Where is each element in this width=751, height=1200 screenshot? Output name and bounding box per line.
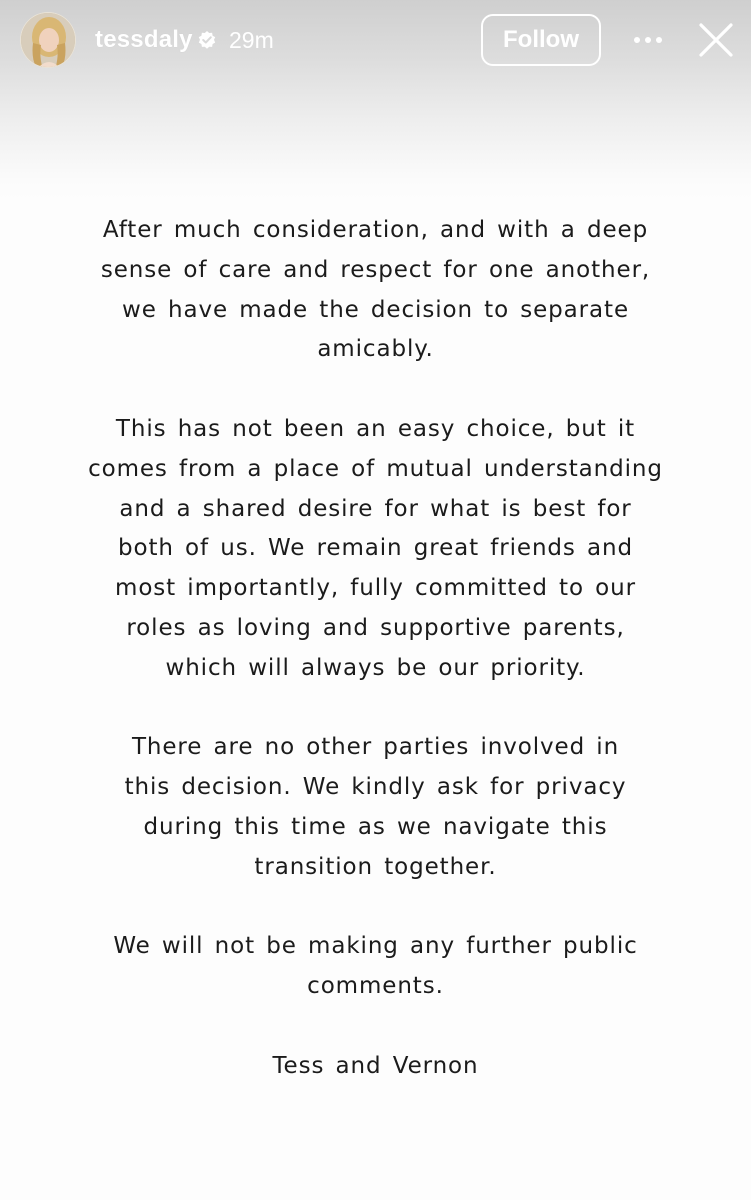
paragraph-gap xyxy=(60,888,691,928)
paragraph-gap xyxy=(60,689,691,729)
text-line: comments. xyxy=(307,973,444,1000)
text-line: amicably. xyxy=(317,336,434,363)
close-icon[interactable] xyxy=(696,20,736,60)
text-line: most importantly, fully committed to our xyxy=(115,575,636,602)
statement-text xyxy=(60,211,691,1087)
text-line: sense of care and respect for one another, xyxy=(100,256,651,283)
avatar[interactable] xyxy=(20,12,76,68)
statement-paragraph xyxy=(60,410,691,689)
paragraph-gap xyxy=(60,1007,691,1047)
text-line: and a shared desire for what is best for xyxy=(119,495,632,522)
text-line: during this time as we navigate this xyxy=(143,813,608,840)
statement-paragraph xyxy=(60,211,691,370)
text-line: this decision. We kindly ask for privacy xyxy=(124,774,627,801)
text-line: which will always be our priority. xyxy=(165,654,586,681)
text-line: both of us. We remain great friends and xyxy=(117,535,634,562)
avatar-image xyxy=(21,13,76,68)
more-options-icon[interactable] xyxy=(628,26,668,54)
post-timestamp: 29m xyxy=(229,27,274,53)
statement-paragraph xyxy=(60,728,691,887)
story-header xyxy=(0,0,751,80)
verified-badge-icon xyxy=(197,30,217,50)
username[interactable]: tessdaly xyxy=(95,26,193,53)
signature-text: Tess and Vernon xyxy=(272,1052,479,1079)
paragraph-gap xyxy=(60,370,691,410)
signature-line xyxy=(60,1047,691,1087)
text-line: transition together. xyxy=(254,853,497,880)
text-line: We will not be making any further public xyxy=(113,933,638,960)
text-line: After much consideration, and with a deep xyxy=(102,217,649,243)
follow-button[interactable]: Follow xyxy=(481,14,601,66)
text-line: comes from a place of mutual understanding xyxy=(88,455,663,482)
text-line: This has not been an easy choice, but it xyxy=(115,415,636,442)
text-line: There are no other parties involved in xyxy=(131,734,620,761)
statement-paragraph xyxy=(60,927,691,1007)
text-line: we have made the decision to separate xyxy=(122,296,629,323)
text-line: roles as loving and supportive parents, xyxy=(126,614,625,641)
